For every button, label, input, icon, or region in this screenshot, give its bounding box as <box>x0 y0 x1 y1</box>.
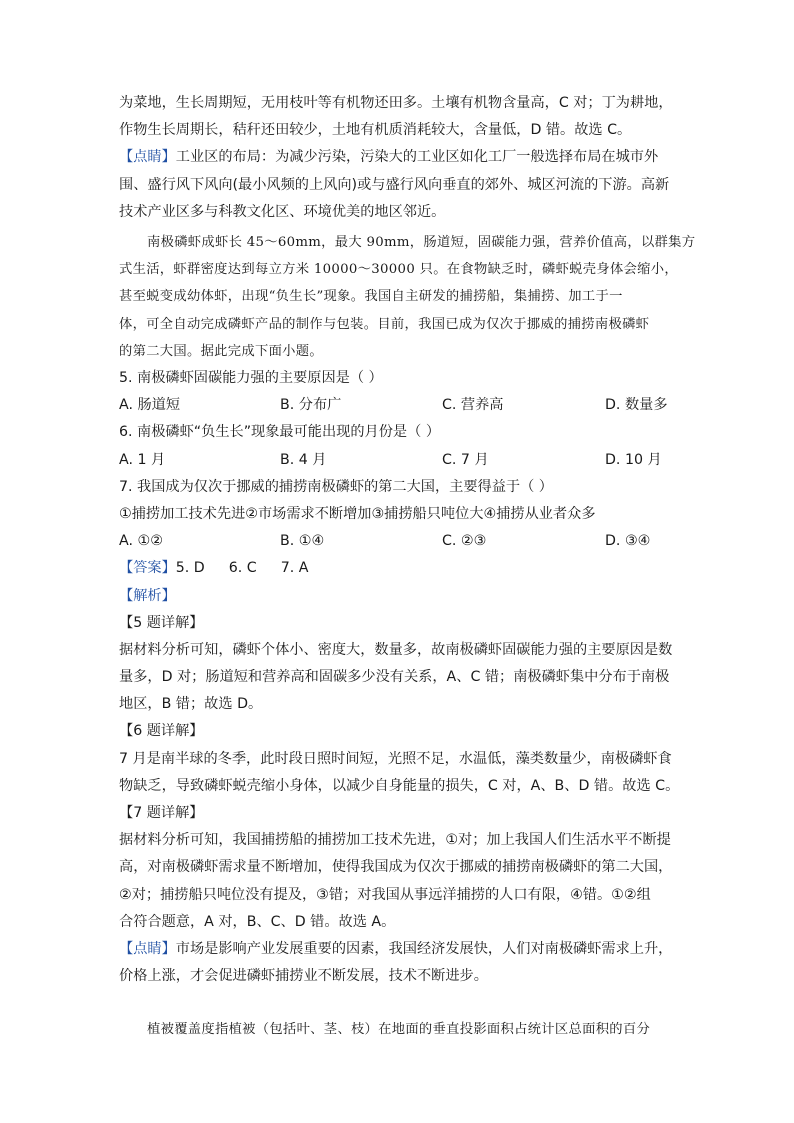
analysis-tag: 【解析】 <box>119 587 176 604</box>
option-d: D. 数量多 <box>605 397 668 414</box>
text-line: 地区，B 错；故选 D。 <box>119 696 263 713</box>
material-passage <box>119 229 696 365</box>
text-line: 高，对南极磷虾需求量不断增加，使得我国成为仅次于挪威的捕捞南极磷虾的第二大国， <box>119 859 673 876</box>
answer-line <box>119 555 679 582</box>
answer-5: 5. D <box>175 560 205 577</box>
option-b: B. 4 月 <box>280 451 327 468</box>
text-line: 7 月是南半球的冬季，此时段日照时间短，光照不足，水温低，藻类数量少，南极磷虾食 <box>119 750 672 767</box>
question-6-stem: 6. 南极磷虾“负生长”现象最可能出现的月份是（ ） <box>119 424 441 441</box>
option-b: B. ①④ <box>280 533 325 550</box>
material-line: 体，可全自动完成磷虾产品的制作与包装。目前，我国已成为仅次于挪威的捕捞南极磷虾 <box>119 316 650 332</box>
text-line: 围、盛行风下风向(最小风频的上风向)或与盛行风向垂直的郊外、城区河流的下游。高新 <box>119 176 670 193</box>
option-a: A. 肠道短 <box>119 397 181 414</box>
option-a: A. 1 月 <box>119 451 166 468</box>
material-line: 式生活，虾群密度达到每立方米 10000～30000 只。在食物缺乏时，磷虾蜕壳身体会缩小， <box>119 262 678 278</box>
option-c: C. 营养高 <box>442 397 504 414</box>
answer-tag: 【答案】 <box>119 560 176 577</box>
question-6-options <box>119 447 679 474</box>
option-d: D. 10 月 <box>605 451 662 468</box>
material-line: 甚至蜕变成幼体虾，出现“负生长”现象。我国自主研发的捕捞船，集捕捞、加工于一 <box>119 289 623 305</box>
questions <box>119 365 679 990</box>
text-line: 物缺乏，导致磷虾蜕壳缩小身体，以减少自身能量的损失，C 对，A、B、D 错。故选 C。 <box>119 777 680 794</box>
text-line: 作物生长周期长，秸秆还田较少，土地有机质消耗较大，含量低，D 错。故选 C。 <box>119 122 632 139</box>
material-line: 南极磷虾成虾长 45～60mm，最大 90mm，肠道短，固碳能力强，营养价值高，以群集方 <box>147 235 696 250</box>
detail-6-tag: 【6 题详解】 <box>119 723 204 740</box>
question-7-options <box>119 528 679 555</box>
prev-explanation <box>119 90 679 226</box>
option-d: D. ③④ <box>605 533 651 550</box>
material-line: 的第二大国。据此完成下面小题。 <box>119 343 323 359</box>
question-5-options <box>119 392 679 419</box>
option-c: C. ②③ <box>442 533 487 550</box>
question-7-stem: 7. 我国成为仅次于挪威的捕捞南极磷虾的第二大国，主要得益于（ ） <box>119 478 553 495</box>
next-material <box>119 1016 679 1043</box>
text-line: 据材料分析可知，我国捕捞船的捕捞加工技术先进，①对；加上我国人们生活水平不断提 <box>119 832 671 849</box>
option-c: C. 7 月 <box>442 451 489 468</box>
tip-tag: 【点睛】 <box>119 149 176 166</box>
text-line: 量多，D 对；肠道短和营养高和固碳多少没有关系，A、C 错；南极磷虾集中分布于南极 <box>119 669 670 686</box>
detail-7-tag: 【7 题详解】 <box>119 805 204 821</box>
option-a: A. ①② <box>119 533 163 550</box>
text-line: 技术产业区多与科教文化区、环境优美的地区邻近。 <box>119 203 446 220</box>
material-line: 植被覆盖度指植被（包括叶、茎、枝）在地面的垂直投影面积占统计区总面积的百分 <box>147 1022 651 1037</box>
answer-6: 6. C <box>228 560 257 577</box>
text-line: 价格上涨，才会促进磷虾捕捞业不断发展，技术不断进步。 <box>119 968 488 985</box>
text-line: 为菜地，生长周期短，无用枝叶等有机物还田多。土壤有机物含量高，C 对；丁为耕地， <box>119 95 673 111</box>
tip-line: 【点睛】市场是影响产业发展重要的因素，我国经济发展快，人们对南极磷虾需求上升， <box>119 940 673 957</box>
answer-7: 7. A <box>280 560 309 577</box>
text-line: 据材料分析可知，磷虾个体小、密度大，数量多，故南极磷虾固碳能力强的主要原因是数 <box>119 641 673 658</box>
detail-5-tag: 【5 题详解】 <box>119 614 204 631</box>
tip-line: 【点睛】工业区的布局：为减少污染，污染大的工业区如化工厂一般选择布局在城市外 <box>119 149 659 166</box>
option-b: B. 分布广 <box>280 397 342 414</box>
text-line: ②对；捕捞船只吨位没有提及，③错；对我国从事远洋捕捞的人口有限，④错。①②组 <box>119 886 651 903</box>
text-line: 合符合题意，A 对，B、C、D 错。故选 A。 <box>119 913 396 930</box>
question-5-stem: 5. 南极磷虾固碳能力强的主要原因是（ ） <box>119 370 383 386</box>
tip-tag: 【点睛】 <box>119 940 176 957</box>
question-7-statement: ①捕捞加工技术先进②市场需求不断增加③捕捞船只吨位大④捕捞从业者众多 <box>119 505 596 522</box>
